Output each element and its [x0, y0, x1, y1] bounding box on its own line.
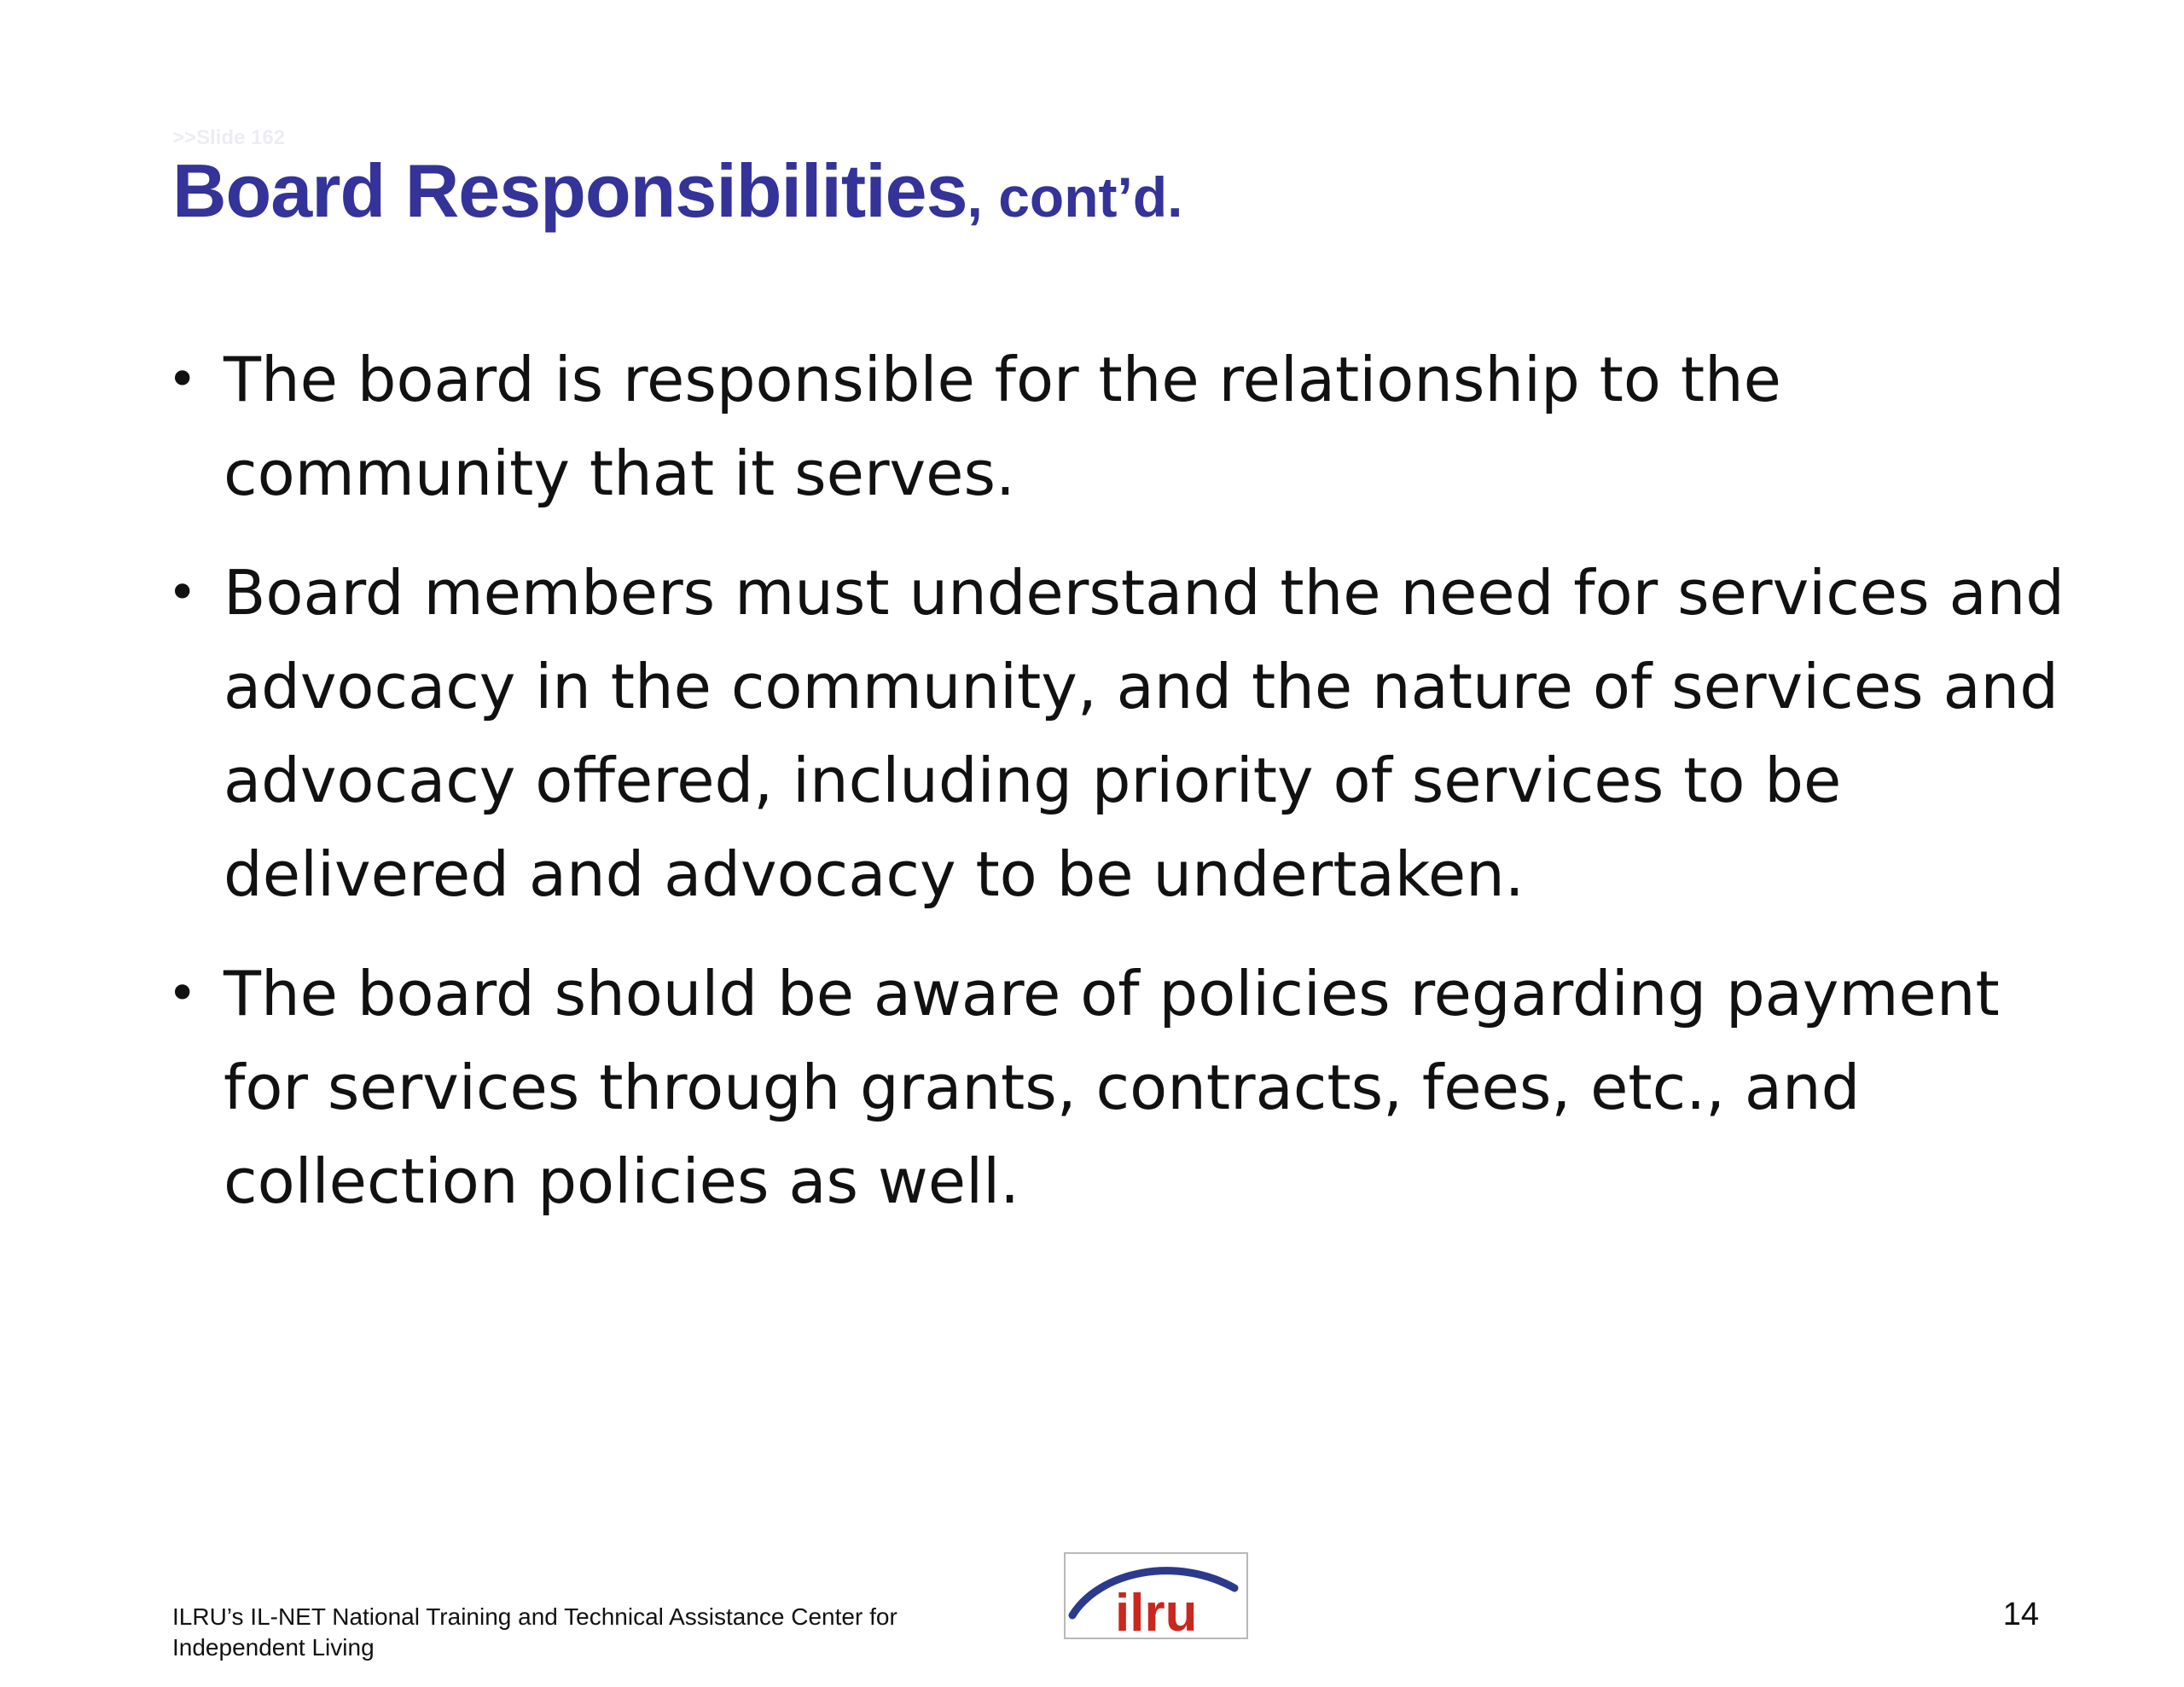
bullet-text: Board members must understand the need for services and advocacy in the community, and the nature of services and advocacy offered, including priority of services to be delivered and advocacy to be undertaken.	[224, 557, 2065, 910]
page-number: 14	[2002, 1597, 2039, 1632]
bullet-icon: •	[167, 350, 198, 409]
bullet-item-1	[167, 333, 2095, 520]
bullet-item-3	[167, 947, 2095, 1228]
footer-organization	[172, 1602, 991, 1663]
slide-title	[172, 148, 1183, 233]
bullet-item-2	[167, 546, 2095, 921]
bullet-icon: •	[167, 563, 198, 623]
ilru-logo	[1064, 1552, 1248, 1639]
logo-text: ilru	[1115, 1584, 1198, 1638]
footer-org-line-2: Independent Living	[172, 1634, 375, 1661]
slide-title-sub: , cont’d.	[967, 165, 1183, 229]
footer-org-line-1: ILRU’s IL-NET National Training and Technical Assistance Center for	[172, 1603, 897, 1630]
bullet-icon: •	[167, 964, 198, 1023]
bullet-text: The board is responsible for the relationship to the community that it serves.	[224, 344, 1781, 509]
bullet-text: The board should be aware of policies regarding payment for services through grants, contracts, fees, etc., and collection policies as well.	[224, 958, 2000, 1217]
slide-title-main: Board Responsibilities	[172, 148, 967, 233]
bullet-list	[167, 333, 2095, 1254]
slide-marker: >>Slide 162	[172, 126, 286, 149]
ilru-logo-graphic	[1066, 1554, 1246, 1638]
